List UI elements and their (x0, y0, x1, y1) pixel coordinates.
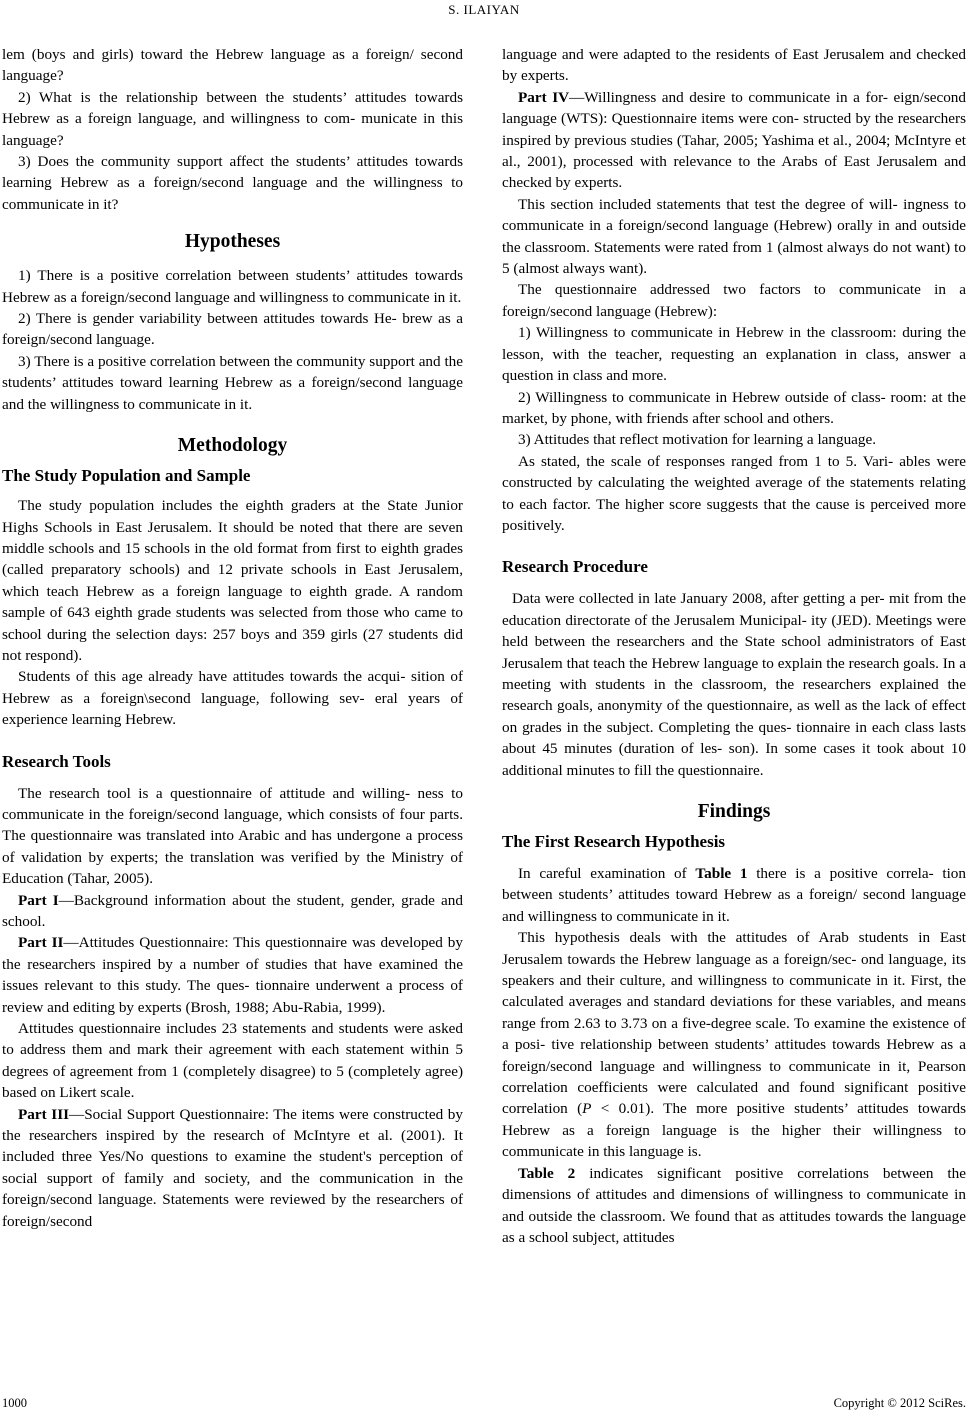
paragraph-continuation: language and were adapted to the residents of East Jerusalem and checked by experts. (502, 46, 966, 85)
part-2-label: Part II (18, 934, 64, 952)
section-description: This section included statements that test the degree of will- ingness to communicate in a foreign/second language (Hebrew) orally in and outside the classroom. Statements were rated from 1 (almost always do not want) to 5 (almost always want). (502, 195, 966, 278)
findings-paragraph-3 (502, 1163, 966, 1249)
heading-study-population: The Study Population and Sample (2, 466, 251, 486)
research-question-2: 2) What is the relationship between the students’ attitudes towards Hebrew as a foreign language, and willingness to com- municate in this language? (2, 88, 463, 149)
copyright-notice: Copyright © 2012 SciRes. (833, 1396, 966, 1410)
hypothesis-2: 2) There is gender variability between attitudes towards He- brew as a foreign/second language. (2, 310, 463, 349)
left-column (2, 44, 463, 1232)
part-4-paragraph (502, 87, 966, 194)
two-factors-paragraph: The questionnaire addressed two factors to communicate in a foreign/second language (Hebrew): (502, 281, 966, 320)
part-3-text: —Social Support Questionnaire: The items were constructed by the researchers inspired by the research of McIntyre et al. (2001). It included three Yes/No questions to examine the student's perception of social support of family and society, and the communication in the foreign/second language. Statements were reviewed by the researchers of foreign/second (2, 1105, 463, 1230)
heading-first-hypothesis: The First Research Hypothesis (502, 832, 726, 851)
factor-3: 3) Attitudes that reflect motivation for learning a language. (518, 431, 877, 449)
factor-1: 1) Willingness to communicate in Hebrew in the classroom: during the lesson, with the teacher, requesting an explanation in class, answer a question in class and more. (502, 324, 966, 385)
page-number: 1000 (2, 1396, 27, 1410)
findings-2-post: < 0.01). The more positive students’ attitudes towards Hebrew as a foreign language is the higher their willingness to communicate in this language is. (502, 1100, 966, 1161)
part-1-paragraph (2, 890, 463, 933)
p-value-symbol: P (582, 1100, 592, 1118)
findings-1-post: there is a positive correla- tion between students’ attitudes toward Hebrew as a foreign/ second language and willingness to communicate in it. (502, 865, 966, 925)
heading-findings: Findings (697, 801, 771, 822)
part-2-text: —Attitudes Questionnaire: This questionnaire was developed by the researchers inspired by a number of studies that have examined the issues relevant to this study. The ques- tionnaire underwent a process of review and editing by experts (Brosh, 1988; Abu-Rabia, 1999). (2, 934, 463, 1016)
findings-3-post: indicates significant positive correlations between the dimensions of attitudes and dimensions of willingness to communicate in and outside the classroom. We found that as attitudes towards the language as a school subject, attitudes (502, 1164, 966, 1246)
heading-methodology: Methodology (177, 435, 288, 457)
tools-paragraph: The research tool is a questionnaire of attitude and willing- ness to communicate in the foreign/second language, which consists of four parts. The questionnaire was translated into Arabic and has undergone a process of validation by experts; the translation was verified by the Ministry of Education (Tahar, 2005). (2, 784, 463, 888)
findings-paragraph-2 (502, 927, 966, 1162)
paragraph-intro-continuation: lem (boys and girls) toward the Hebrew language as a foreign/ second language? (2, 46, 463, 85)
factor-2: 2) Willingness to communicate in Hebrew outside of class- room: at the market, by phone, with friends after school and others. (502, 388, 966, 427)
part-4-label: Part IV (518, 88, 570, 106)
part-1-text: —Background information about the student, gender, grade and school. (2, 891, 463, 930)
findings-1-pre: In careful examination of (518, 865, 696, 882)
procedure-paragraph: Data were collected in late January 2008, after getting a per- mit from the education directorate of the Jerusalem Municipal- ity (JED). Meetings were held between the researchers and the State school administrators of East Jerusalem that teach the Hebrew language to explain the research goals. In a meeting with students in the classroom, the researchers explained the research goals, anonymity of the questionnaire, as well as the lack of effect on grades in the subject. Completing the ques- tionnaire in each class lasts about 45 minutes (duration of les- son). In some cases it took about 10 additional minutes to fill the questionnaire. (502, 590, 966, 779)
population-paragraph-1: The study population includes the eighth graders at the State Junior Highs Schools in East Jerusalem. It should be noted that there are seven middle schools and 15 schools in the old format from first to eighth grades (called preparatory schools) and 12 private schools in East Jerusalem, which teach Hebrew as a foreign language to eighth grade. A random sample of 643 eighth grade students was selected from those who came to school during the selection days: 257 boys and 359 girls (27 students did not respond). (2, 497, 463, 664)
scale-paragraph: As stated, the scale of responses ranged from 1 to 5. Vari- ables were constructed by calculating the weighted average of the statements relating to each factor. The higher score suggests that the cause is perceived more positively. (502, 452, 966, 534)
findings-2-pre: This hypothesis deals with the attitudes of Arab students in East Jerusalem towards the Hebrew language as a foreign/sec- ond language, its speakers and their culture, and willingness to communicate in it. First, the calculated averages and standard deviations for these variables, and means range from 2.63 to 3.73 on a five-degree scale. To examine the existence of a posi- tive relationship between students’ attitudes towards Hebrew as a foreign/second language and willingness to communicate in it, Pearson correlation coefficients were calculated and found significant positive correlation ( (502, 929, 966, 1118)
heading-hypotheses: Hypotheses (184, 231, 281, 253)
right-column (502, 44, 966, 1248)
part-3-label: Part III (18, 1105, 70, 1123)
part-3-paragraph (2, 1104, 463, 1232)
population-paragraph-2: Students of this age already have attitudes towards the acqui- sition of Hebrew as a foreign\second language, following sev- eral years of experience learning Hebrew. (2, 668, 463, 729)
findings-paragraph-1 (502, 863, 966, 927)
table-1-ref: Table 1 (695, 865, 748, 882)
part-4-text: —Willingness and desire to communicate in a for- eign/second language (WTS): Questionnaire items were con- structed by the researchers inspired by previous studies (Tahar, 2005; Yashima et al., 2004; McIntyre et al., 2001), processed with relevance to the Arabs of East Jerusalem and checked by experts. (502, 88, 966, 192)
research-question-3: 3) Does the community support affect the students’ attitudes towards learning Hebrew as a foreign/second language and the willingness to communicate in it? (2, 153, 463, 213)
running-head: S. ILAIYAN (448, 2, 520, 17)
part-2-paragraph (2, 932, 463, 1018)
hypothesis-3: 3) There is a positive correlation between the community support and the students’ attitudes toward learning Hebrew as a foreign/second language and the willingness to communicate in it. (2, 352, 463, 413)
part-1-label: Part I (18, 891, 59, 909)
hypothesis-1: 1) There is a positive correlation between students’ attitudes towards Hebrew as a foreign/second language and willingness to communicate in it. (2, 267, 463, 306)
heading-research-procedure: Research Procedure (502, 557, 648, 577)
heading-research-tools: Research Tools (2, 751, 111, 771)
table-2-ref: Table 2 (518, 1164, 576, 1182)
attitudes-questionnaire-paragraph: Attitudes questionnaire includes 23 statements and students were asked to address them and mark their agreement with each statement within 5 degrees of agreement from 1 (completely disagree) to 5 (completely agree) based on Likert scale. (2, 1020, 463, 1102)
